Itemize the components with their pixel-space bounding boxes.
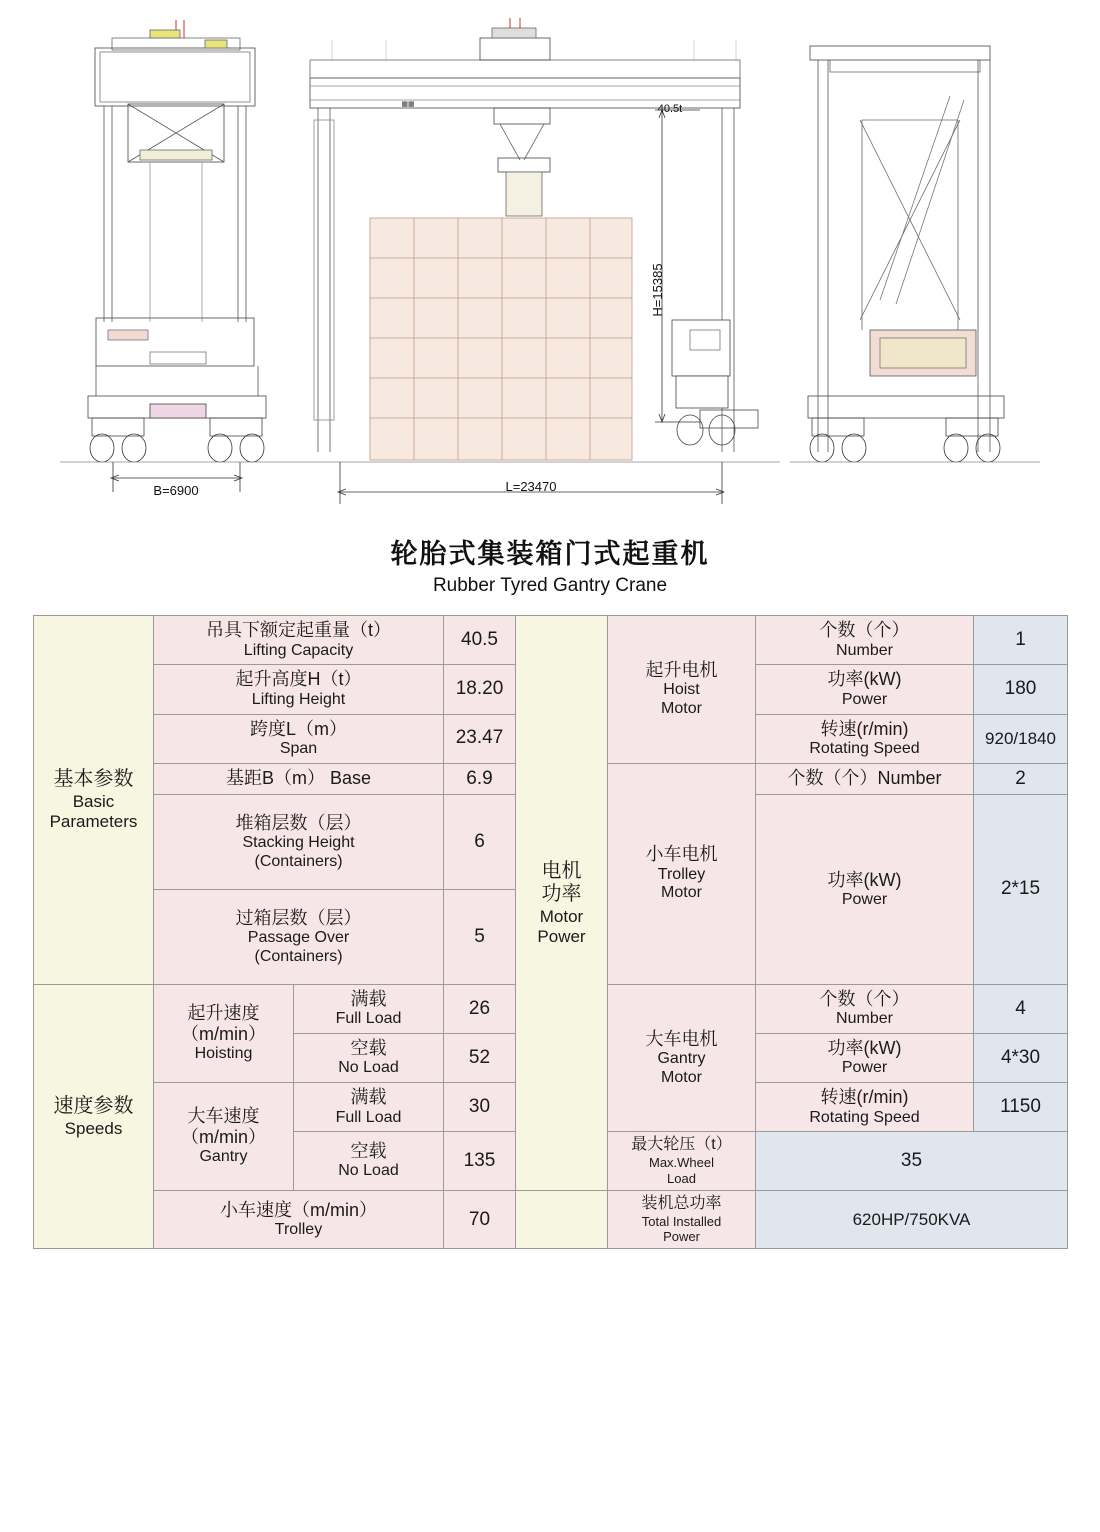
label-cn1: 起升速度 (187, 1003, 260, 1024)
label-cn: 转速(r/min) (820, 1087, 909, 1108)
motor-gantry-number-label (756, 985, 974, 1034)
svg-text:▦▦: ▦▦ (401, 101, 415, 108)
param-lifting-capacity-label (154, 616, 444, 665)
group-basic-parameters (34, 616, 154, 985)
label-cn: 转速(r/min) (820, 718, 909, 739)
label-cn: 功率(kW) (827, 669, 902, 690)
group-basic-en1: Basic (72, 791, 115, 811)
label-cn: 空载 (350, 1141, 387, 1162)
label-cn: 功率(kW) (827, 1038, 902, 1059)
label-cn: 个数（个） (819, 989, 910, 1010)
label-en: Span (279, 739, 318, 757)
group-motor-cn2: 功率 (541, 883, 582, 906)
label-en: Full Load (335, 1108, 402, 1126)
label-en2: (Containers) (254, 852, 343, 870)
motor-hoist-speed-value: 920/1840 (974, 714, 1068, 763)
motor-gantry-power-value: 4*30 (974, 1034, 1068, 1083)
label-en: Gantry (199, 1148, 248, 1166)
param-passage-over-label (154, 890, 444, 985)
page-title-cn: 轮胎式集装箱门式起重机 (390, 539, 710, 569)
motor-gantry-number-value: 4 (974, 985, 1068, 1034)
label-cn2: （m/min） (181, 1024, 266, 1045)
label-cn: 满载 (350, 989, 387, 1010)
label-cn: 堆箱层数（层） (235, 812, 362, 833)
max-wheel-load-value: 35 (756, 1132, 1068, 1191)
motor-gantry-label (608, 985, 756, 1132)
label-en1: Trolley (657, 865, 706, 883)
label-en2: Motor (661, 1068, 702, 1086)
label-en: Lifting Height (251, 690, 346, 708)
label-en: Hoisting (194, 1045, 253, 1063)
group-speeds-en: Speeds (64, 1118, 123, 1138)
label-cn: 个数（个） (819, 620, 910, 641)
label-en: Full Load (335, 1010, 402, 1028)
label-en: Stacking Height (242, 833, 355, 851)
table-row (34, 616, 1068, 665)
motor-trolley-power-label (756, 795, 974, 985)
group-speeds (34, 985, 154, 1249)
label-cn: 小车电机 (645, 844, 718, 865)
label-en: Power (841, 1059, 888, 1077)
label-en: Rotating Speed (809, 739, 920, 757)
total-installed-power-label (608, 1190, 756, 1249)
label-cn1: 大车速度 (187, 1105, 260, 1126)
drawing-center-view (300, 18, 780, 462)
motor-hoist-speed-label (756, 714, 974, 763)
param-passage-over-value: 5 (444, 890, 516, 985)
label-en: Number (836, 641, 893, 659)
label-cn: 过箱层数（层） (235, 907, 362, 928)
speed-trolley-label (154, 1190, 444, 1249)
label-en: Lifting Capacity (243, 641, 354, 659)
spacer-cell (516, 1190, 608, 1249)
page-title-en: Rubber Tyred Gantry Crane (432, 574, 668, 596)
param-stacking-height-label (154, 795, 444, 890)
label-en: Rotating Speed (809, 1108, 920, 1126)
group-basic-en2: Parameters (49, 812, 138, 831)
label-en1: Gantry (657, 1049, 706, 1067)
max-wheel-load-label (608, 1132, 756, 1191)
label-cn: 装机总功率 (641, 1194, 722, 1212)
param-lifting-height-label (154, 665, 444, 714)
label-en2: Power (663, 1229, 700, 1245)
speed-hoisting-full-value: 26 (444, 985, 516, 1034)
motor-trolley-label (608, 763, 756, 984)
label-cn: 最大轮压（t） (631, 1136, 732, 1154)
drawing-left-view (60, 20, 300, 462)
dim-span-label: L=23470 (505, 479, 557, 494)
label-cn: 跨度L（m） (249, 718, 347, 739)
motor-trolley-number-value: 2 (974, 763, 1068, 794)
label-en: Number (836, 1010, 893, 1028)
param-base-value: 6.9 (444, 763, 516, 794)
motor-hoist-number-value: 1 (974, 616, 1068, 665)
label-cn: 吊具下额定起重量（t） (206, 620, 391, 641)
label-en: Passage Over (247, 928, 350, 946)
label-en1: Total Installed (641, 1213, 722, 1229)
label-en: No Load (338, 1059, 399, 1077)
label-cn: 基距B（m） Base (225, 768, 372, 789)
dim-base-label: B=6900 (153, 483, 199, 498)
param-span-label (154, 714, 444, 763)
table-row (34, 1190, 1068, 1249)
motor-hoist-power-value: 180 (974, 665, 1068, 714)
speed-gantry-noload-value: 135 (444, 1132, 516, 1191)
motor-hoist-number-label (756, 616, 974, 665)
drawing-right-view (790, 46, 1040, 462)
motor-gantry-speed-value: 1150 (974, 1083, 1068, 1132)
group-motor-en2: Power (537, 926, 586, 946)
motor-gantry-speed-label (756, 1083, 974, 1132)
speed-gantry-full-value: 30 (444, 1083, 516, 1132)
speed-gantry-label (154, 1083, 294, 1191)
label-en1: Hoist (663, 681, 700, 699)
specification-table (33, 615, 1068, 1249)
param-stacking-height-value: 6 (444, 795, 516, 890)
param-lifting-height-value: 18.20 (444, 665, 516, 714)
label-cn: 空载 (350, 1038, 387, 1059)
param-span-value: 23.47 (444, 714, 516, 763)
speed-trolley-value: 70 (444, 1190, 516, 1249)
motor-trolley-number-label (756, 763, 974, 794)
label-en: Trolley (274, 1220, 323, 1238)
figure-title-block (0, 538, 1100, 599)
label-cn2: （m/min） (181, 1127, 266, 1148)
speed-gantry-full-label (294, 1083, 444, 1132)
motor-trolley-power-value: 2*15 (974, 795, 1068, 985)
group-motor-power (516, 616, 608, 1191)
label-cn: 起升高度H（t） (235, 669, 362, 690)
capacity-tag: 40.5t (657, 103, 683, 115)
speed-hoisting-noload-value: 52 (444, 1034, 516, 1083)
speed-hoisting-full-label (294, 985, 444, 1034)
label-cn: 个数（个）Number (787, 768, 942, 789)
motor-gantry-power-label (756, 1034, 974, 1083)
label-en2: Load (667, 1170, 696, 1186)
total-installed-power-value: 620HP/750KVA (756, 1190, 1068, 1249)
label-en2: Motor (661, 884, 702, 902)
group-motor-en1: Motor (539, 906, 584, 926)
label-cn: 功率(kW) (827, 869, 902, 890)
speed-gantry-noload-label (294, 1132, 444, 1191)
label-en: Power (841, 890, 888, 908)
dimension-lines (111, 462, 724, 504)
label-cn: 小车速度（m/min） (220, 1199, 377, 1220)
label-en2: Motor (661, 700, 702, 718)
param-lifting-capacity-value: 40.5 (444, 616, 516, 665)
label-cn: 起升电机 (645, 660, 718, 681)
label-cn: 满载 (350, 1087, 387, 1108)
motor-hoist-power-label (756, 665, 974, 714)
speed-hoisting-noload-label (294, 1034, 444, 1083)
dim-height-label: H=15385 (650, 263, 665, 317)
label-en1: Max.Wheel (648, 1155, 715, 1171)
label-en: No Load (338, 1162, 399, 1180)
label-en: Power (841, 690, 888, 708)
label-en2: (Containers) (254, 947, 343, 965)
group-motor-cn1: 电机 (541, 859, 582, 882)
speed-hoisting-label (154, 985, 294, 1083)
motor-hoist-label (608, 616, 756, 763)
group-speeds-cn: 速度参数 (53, 1094, 134, 1117)
param-base-label (154, 763, 444, 794)
technical-drawing (0, 0, 1100, 530)
label-cn: 大车电机 (645, 1028, 718, 1049)
group-basic-cn: 基本参数 (53, 768, 134, 791)
